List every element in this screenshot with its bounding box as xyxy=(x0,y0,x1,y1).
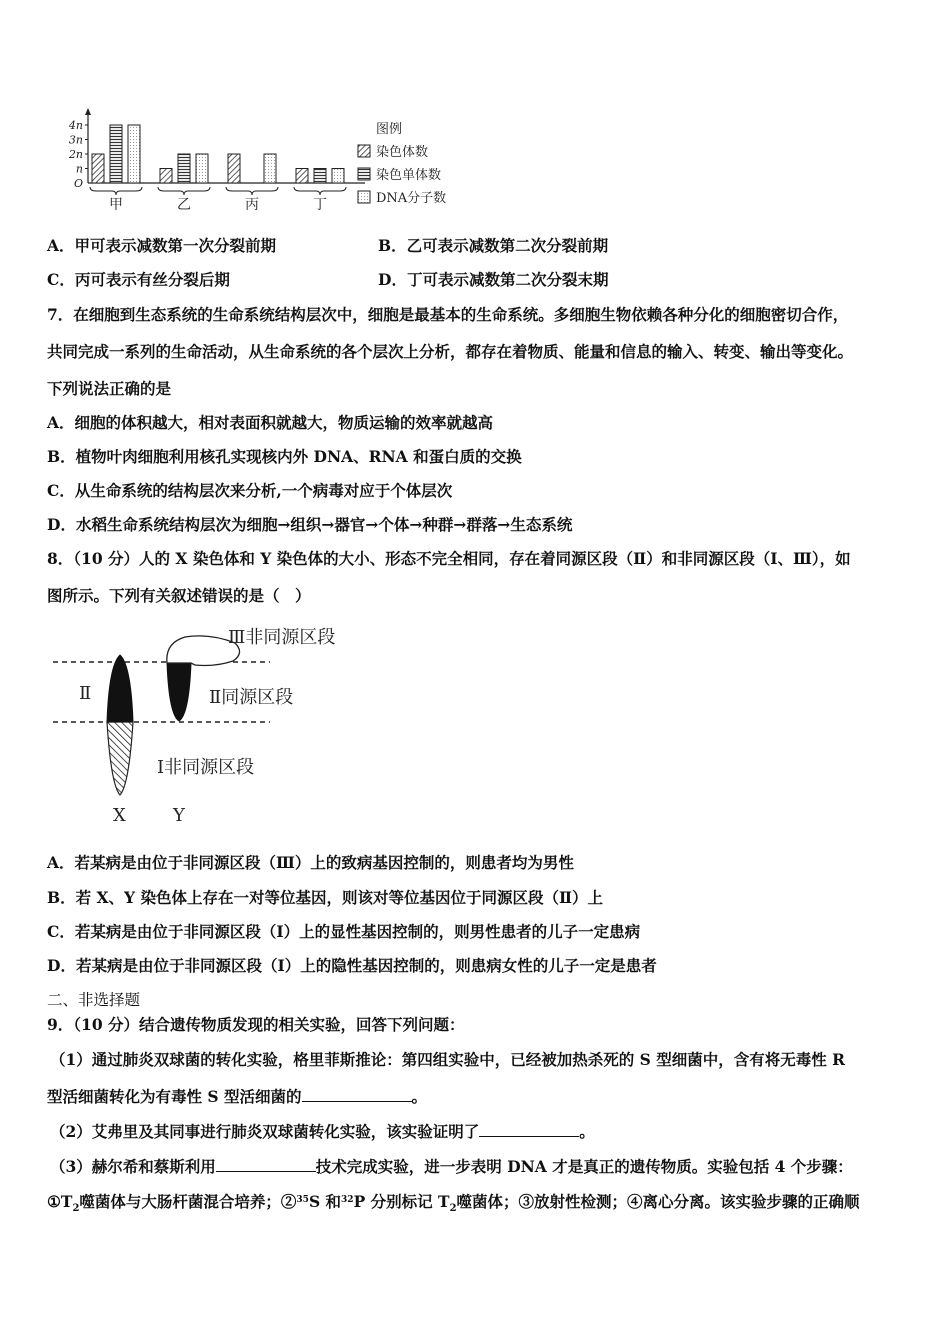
q7-option-b: B．植物叶肉细胞利用核孔实现核内外 DNA、RNA 和蛋白质的交换 xyxy=(47,447,522,466)
x-chromosome-hatched xyxy=(107,722,133,795)
q7-stem-line2: 共同完成一系列的生命活动，从生命系统的各个层次上分析，都存在着物质、能量和信息的输入、转变、输出等变化。 xyxy=(47,342,854,361)
label-iii-nonhomologous: Ⅲ非同源区段 xyxy=(228,627,336,648)
q8-option-c: C．若某病是由位于非同源区段（Ⅰ）上的显性基因控制的，则男性患者的儿子一定患病 xyxy=(47,922,641,941)
q9-part2-end: 。 xyxy=(579,1122,595,1141)
q9-blank-2[interactable] xyxy=(479,1121,579,1137)
label-y: Y xyxy=(173,805,185,825)
q9-step-text-5: 噬菌体；③放射性检测；④离心分离。该实验步骤的正确顺 xyxy=(456,1192,860,1211)
y-tick-label: O xyxy=(73,177,83,190)
q9-blank-1[interactable] xyxy=(302,1086,412,1102)
category-label: 甲 xyxy=(109,197,123,213)
label-ii-left: Ⅱ xyxy=(79,683,92,704)
q9-part2 xyxy=(50,1121,595,1142)
q7-option-a: A．细胞的体积越大，相对表面积就越大，物质运输的效率就越高 xyxy=(47,413,494,432)
q6-option-c: C．丙可表示有丝分裂后期 xyxy=(47,270,230,289)
bar-1-2 xyxy=(196,154,208,183)
q9-stem: 9．（10 分）结合遗传物质发现的相关实验，回答下列问题： xyxy=(47,1015,465,1034)
legend-title: 图例 xyxy=(376,122,403,137)
x-chromosome-black xyxy=(107,655,133,722)
xy-chromosome-diagram xyxy=(45,625,375,825)
legend-swatch xyxy=(358,145,370,157)
q6-option-a: A．甲可表示减数第一次分裂前期 xyxy=(47,236,277,255)
category-bracket xyxy=(226,187,278,195)
legend-swatch xyxy=(358,168,370,180)
q8-stem-line1: 8．（10 分）人的 X 染色体和 Y 染色体的大小、形态不完全相同，存在着同源区段（Ⅱ）和非同源区段（Ⅰ、Ⅲ），如 xyxy=(47,549,851,568)
y-tick-label: 2n xyxy=(68,148,83,161)
q9-part1-line1: （1）通过肺炎双球菌的转化实验，格里菲斯推论：第四组实验中，已经被加热杀死的 S 型细菌中，含有将无毒性 R xyxy=(50,1050,846,1069)
category-bracket xyxy=(294,187,346,195)
q9-sup-2: 32 xyxy=(341,1195,354,1205)
section-heading: 二、非选择题 xyxy=(47,991,141,1009)
q7-stem-line3: 下列说法正确的是 xyxy=(47,379,172,398)
label-ii-homologous: Ⅱ同源区段 xyxy=(209,687,294,708)
category-bracket xyxy=(90,187,142,195)
q6-option-b: B．乙可表示减数第二次分裂前期 xyxy=(378,236,609,255)
bar-1-1 xyxy=(178,154,190,183)
q8-stem-line2: 图所示。下列有关叙述错误的是（ ） xyxy=(47,586,311,605)
legend-swatch xyxy=(358,191,370,203)
q9-sup-1: 35 xyxy=(296,1195,309,1205)
legend-label: 染色体数 xyxy=(376,145,429,160)
q9-part3-text-a: （3）赫尔希和蔡斯利用 xyxy=(50,1157,216,1176)
category-label: 丁 xyxy=(313,197,327,213)
bar-2-2 xyxy=(264,154,276,183)
category-label: 丙 xyxy=(245,197,259,213)
bar-2-0 xyxy=(228,154,240,183)
q8-option-a: A．若某病是由位于非同源区段（Ⅲ）上的致病基因控制的，则患者均为男性 xyxy=(47,853,574,872)
q9-steps-line xyxy=(47,1192,860,1219)
q7-option-c: C．从生命系统的结构层次来分析,一个病毒对应于个体层次 xyxy=(47,481,453,500)
q9-part2-text: （2）艾弗里及其同事进行肺炎双球菌转化实验，该实验证明了 xyxy=(50,1122,480,1141)
bar-0-2 xyxy=(128,125,140,183)
category-label: 乙 xyxy=(177,197,191,213)
chromosome-bar-chart xyxy=(60,105,480,215)
q9-sub-2: 2 xyxy=(449,1203,457,1215)
bar-3-0 xyxy=(296,169,308,184)
q9-step-text-2: 噬菌体与大肠杆菌混合培养；② xyxy=(79,1192,297,1211)
bar-1-0 xyxy=(160,169,172,184)
legend-label: DNA分子数 xyxy=(376,191,447,206)
bar-0-0 xyxy=(92,154,104,183)
category-bracket xyxy=(158,187,210,195)
q9-sub-1: 2 xyxy=(72,1203,80,1215)
q8-option-b: B．若 X、Y 染色体上存在一对等位基因，则该对等位基因位于同源区段（Ⅱ）上 xyxy=(47,888,604,907)
y-tick-label: 4n xyxy=(68,119,83,132)
legend-label: 染色单体数 xyxy=(376,168,442,183)
q9-step-text-4: P 分别标记 T xyxy=(353,1192,450,1211)
q9-part3-text-b: 技术完成实验，进一步表明 DNA 才是真正的遗传物质。实验包括 4 个步骤： xyxy=(315,1157,853,1176)
y-tick-label: 3n xyxy=(68,133,83,147)
q6-option-d: D．丁可表示减数第二次分裂末期 xyxy=(378,270,609,289)
y-tick-label: n xyxy=(75,162,83,176)
q9-blank-3[interactable] xyxy=(216,1156,316,1172)
q9-step-text-1: ①T xyxy=(47,1192,73,1211)
q7-option-d: D．水稻生命系统结构层次为细胞→组织→器官→个体→种群→群落→生态系统 xyxy=(47,515,573,534)
q9-step-text-3: S 和 xyxy=(308,1192,342,1211)
y-chromosome-black xyxy=(167,663,191,721)
q9-part1-end: 。 xyxy=(411,1087,428,1106)
q7-stem-line1: 7．在细胞到生态系统的生命系统结构层次中，细胞是最基本的生命系统。多细胞生物依赖各种分化的细胞密切合作， xyxy=(47,305,849,324)
bar-3-1 xyxy=(314,169,326,184)
y-axis-arrow xyxy=(85,108,91,115)
q9-part1-text: 型活细菌转化为有毒性 S 型活细菌的 xyxy=(47,1087,302,1106)
q8-option-d: D．若某病是由位于非同源区段（Ⅰ）上的隐性基因控制的，则患病女性的儿子一定是患者 xyxy=(47,956,657,975)
q9-part1-line2 xyxy=(47,1086,427,1107)
label-x: X xyxy=(113,805,126,825)
bar-0-1 xyxy=(110,125,122,183)
label-i-nonhomologous: Ⅰ非同源区段 xyxy=(157,757,255,778)
bar-3-2 xyxy=(332,169,344,184)
q9-part3 xyxy=(50,1156,853,1177)
